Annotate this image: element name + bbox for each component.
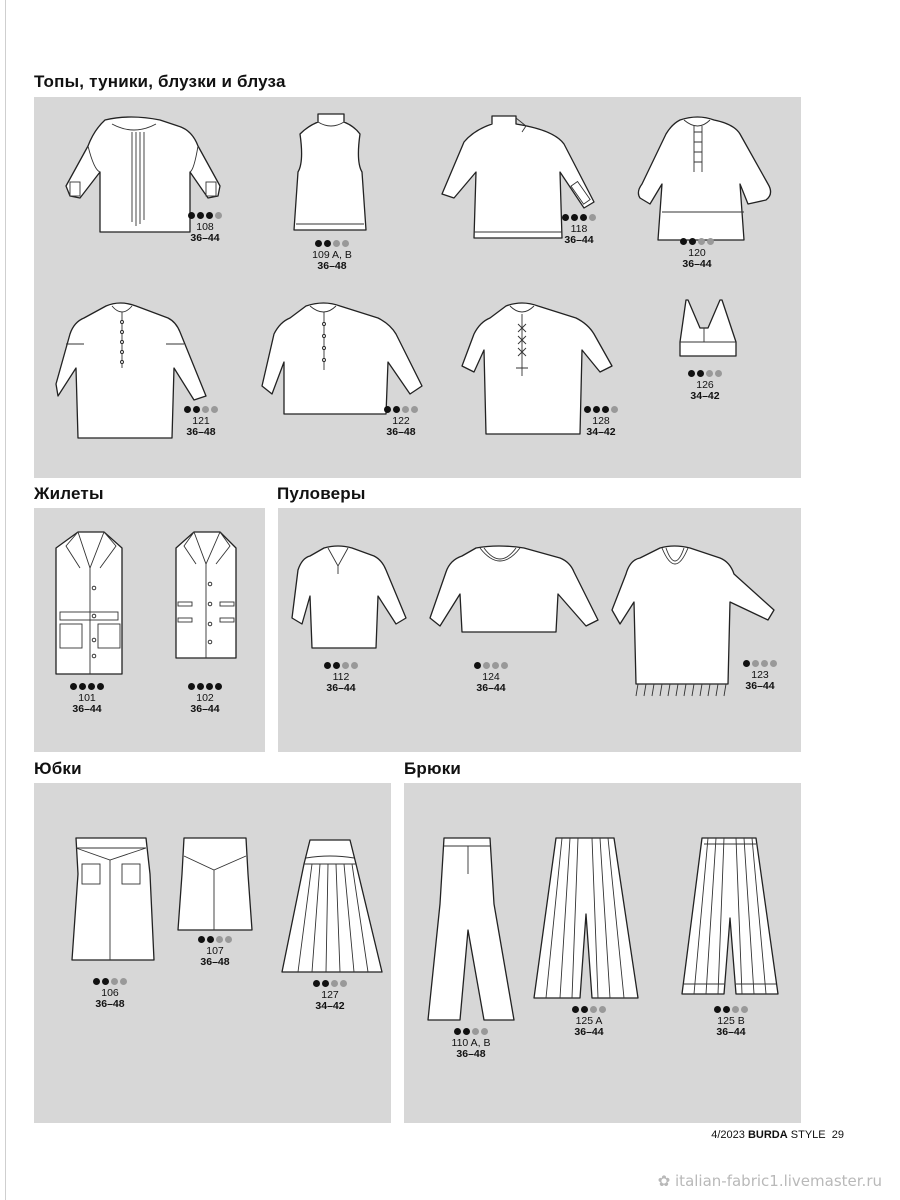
model-number: 128 xyxy=(592,415,610,427)
model-number: 124 xyxy=(482,671,500,683)
difficulty-dot xyxy=(193,406,200,413)
difficulty-dot xyxy=(331,980,338,987)
bra-top-126-drawing xyxy=(656,298,756,363)
difficulty-dot xyxy=(572,1006,579,1013)
page-footer xyxy=(711,1129,844,1141)
difficulty-dot xyxy=(79,683,86,690)
difficulty-dot xyxy=(315,240,322,247)
difficulty-dot xyxy=(188,212,195,219)
size-range: 36–44 xyxy=(326,682,356,694)
size-range: 36–48 xyxy=(200,956,230,968)
difficulty-dot xyxy=(202,406,209,413)
model-120[interactable] xyxy=(636,112,796,277)
difficulty-dot xyxy=(723,1006,730,1013)
difficulty-dot xyxy=(324,662,331,669)
difficulty-dot xyxy=(333,662,340,669)
flower-icon: ✿ xyxy=(657,1172,671,1190)
size-range: 34–42 xyxy=(586,426,616,438)
difficulty-dot xyxy=(333,240,340,247)
culottes-125b-drawing xyxy=(676,834,786,1004)
difficulty-dot xyxy=(351,662,358,669)
difficulty-dot xyxy=(599,1006,606,1013)
model-number: 112 xyxy=(332,671,350,683)
difficulty-dot xyxy=(70,683,77,690)
model-number: 101 xyxy=(78,692,96,704)
size-range: 36–44 xyxy=(682,258,712,270)
difficulty-dot xyxy=(225,936,232,943)
top-109-drawing xyxy=(282,112,392,242)
difficulty-dot xyxy=(211,406,218,413)
size-range: 36–48 xyxy=(186,426,216,438)
difficulty-dot xyxy=(411,406,418,413)
model-121[interactable] xyxy=(56,298,236,448)
vest-102-drawing xyxy=(168,528,263,663)
wide-trousers-125a-drawing xyxy=(532,834,642,1004)
page-margin-line xyxy=(5,0,6,1200)
difficulty-dot xyxy=(322,980,329,987)
model-126[interactable] xyxy=(656,298,756,413)
model-118[interactable] xyxy=(434,112,614,252)
difficulty-dot xyxy=(688,370,695,377)
difficulty-dot xyxy=(197,212,204,219)
difficulty-dot xyxy=(206,212,213,219)
difficulty-dot xyxy=(707,238,714,245)
difficulty-dot xyxy=(184,406,191,413)
section-title-vests: Жилеты xyxy=(34,484,104,503)
pullover-112-drawing xyxy=(290,544,420,654)
section-title-trousers: Брюки xyxy=(404,759,462,778)
page-number: 29 xyxy=(831,1129,844,1141)
skirt-107-drawing xyxy=(178,834,288,934)
difficulty-dot xyxy=(501,662,508,669)
model-108[interactable] xyxy=(50,110,230,250)
difficulty-dot xyxy=(580,214,587,221)
size-range: 34–42 xyxy=(315,1000,345,1012)
difficulty-dot xyxy=(589,214,596,221)
model-110[interactable] xyxy=(420,834,540,1069)
difficulty-dot xyxy=(761,660,768,667)
section-title-pullovers: Пуловеры xyxy=(277,484,366,503)
difficulty-dot xyxy=(689,238,696,245)
model-number: 106 xyxy=(101,987,119,999)
difficulty-dot xyxy=(198,936,205,943)
difficulty-dot xyxy=(197,683,204,690)
difficulty-dot xyxy=(313,980,320,987)
model-106[interactable] xyxy=(66,834,186,1019)
model-number: 120 xyxy=(688,247,706,259)
difficulty-dot xyxy=(590,1006,597,1013)
model-112[interactable] xyxy=(290,544,420,699)
size-range: 36–44 xyxy=(564,234,594,246)
difficulty-dot xyxy=(698,238,705,245)
size-range: 36–44 xyxy=(716,1026,746,1038)
model-101[interactable] xyxy=(50,528,145,723)
difficulty-dot xyxy=(384,406,391,413)
watermark-text: italian-fabric1.livemaster.ru xyxy=(675,1172,882,1190)
model-number: 109 A, B xyxy=(312,249,352,261)
model-number: 123 xyxy=(751,669,769,681)
difficulty-dot xyxy=(102,978,109,985)
model-123[interactable] xyxy=(612,544,792,704)
model-number: 121 xyxy=(192,415,210,427)
watermark xyxy=(658,1172,882,1190)
size-range: 36–44 xyxy=(190,703,220,715)
model-102[interactable] xyxy=(168,528,263,723)
difficulty-dot xyxy=(216,936,223,943)
model-number: 118 xyxy=(570,223,588,235)
difficulty-dot xyxy=(97,683,104,690)
model-number: 122 xyxy=(392,415,410,427)
difficulty-dot xyxy=(215,212,222,219)
difficulty-dot xyxy=(741,1006,748,1013)
difficulty-dot xyxy=(111,978,118,985)
model-number: 127 xyxy=(321,989,339,1001)
model-109[interactable] xyxy=(282,112,392,277)
model-number: 108 xyxy=(196,221,214,233)
difficulty-dot xyxy=(463,1028,470,1035)
difficulty-dot xyxy=(93,978,100,985)
blouse-120-drawing xyxy=(636,112,796,247)
size-range: 36–48 xyxy=(317,260,347,272)
difficulty-dot xyxy=(492,662,499,669)
difficulty-dot xyxy=(88,683,95,690)
brand-suffix: STYLE xyxy=(790,1129,826,1141)
difficulty-dot xyxy=(483,662,490,669)
section-title-skirts: Юбки xyxy=(34,759,82,778)
model-127[interactable] xyxy=(282,836,392,1016)
model-number: 125 B xyxy=(717,1015,745,1027)
difficulty-dot xyxy=(680,238,687,245)
size-range: 36–44 xyxy=(476,682,506,694)
model-number: 110 A, B xyxy=(451,1037,491,1049)
difficulty-dot xyxy=(472,1028,479,1035)
vest-101-drawing xyxy=(50,528,145,678)
size-range: 34–42 xyxy=(690,390,720,402)
difficulty-dot xyxy=(120,978,127,985)
difficulty-dot xyxy=(743,660,750,667)
model-122[interactable] xyxy=(260,300,440,445)
difficulty-dot xyxy=(342,240,349,247)
difficulty-dot xyxy=(562,214,569,221)
difficulty-dot xyxy=(752,660,759,667)
difficulty-dot xyxy=(715,370,722,377)
difficulty-dot xyxy=(481,1028,488,1035)
model-number: 126 xyxy=(696,379,714,391)
model-number: 107 xyxy=(206,945,224,957)
difficulty-dot xyxy=(571,214,578,221)
difficulty-dot xyxy=(770,660,777,667)
model-125a[interactable] xyxy=(532,834,642,1044)
trousers-110-drawing xyxy=(420,834,540,1024)
difficulty-dot xyxy=(611,406,618,413)
difficulty-dot xyxy=(581,1006,588,1013)
difficulty-dot xyxy=(593,406,600,413)
difficulty-dot xyxy=(393,406,400,413)
model-107[interactable] xyxy=(178,834,288,979)
pullover-124-drawing xyxy=(428,544,608,639)
size-range: 36–48 xyxy=(456,1048,486,1060)
difficulty-dot xyxy=(714,1006,721,1013)
difficulty-dot xyxy=(215,683,222,690)
size-range: 36–48 xyxy=(95,998,125,1010)
model-128[interactable] xyxy=(462,300,642,445)
brand-name: BURDA xyxy=(747,1129,788,1141)
section-title-tops: Топы, туники, блузки и блуза xyxy=(34,72,286,91)
difficulty-dot xyxy=(324,240,331,247)
difficulty-dot xyxy=(584,406,591,413)
size-range: 36–44 xyxy=(574,1026,604,1038)
difficulty-dot xyxy=(340,980,347,987)
difficulty-dot xyxy=(402,406,409,413)
blouse-122-drawing xyxy=(260,300,440,420)
difficulty-dot xyxy=(697,370,704,377)
difficulty-dot xyxy=(207,936,214,943)
issue-number: 4/2023 xyxy=(711,1129,745,1141)
size-range: 36–44 xyxy=(72,703,102,715)
size-range: 36–44 xyxy=(190,232,220,244)
pleated-skirt-127-drawing xyxy=(282,836,392,976)
model-124[interactable] xyxy=(428,544,608,699)
model-125b[interactable] xyxy=(676,834,786,1044)
difficulty-dot xyxy=(706,370,713,377)
difficulty-dot xyxy=(206,683,213,690)
model-number: 125 A xyxy=(575,1015,603,1027)
difficulty-dot xyxy=(454,1028,461,1035)
model-number: 102 xyxy=(196,692,214,704)
size-range: 36–48 xyxy=(386,426,416,438)
difficulty-dot xyxy=(602,406,609,413)
difficulty-dot xyxy=(474,662,481,669)
difficulty-dot xyxy=(342,662,349,669)
difficulty-dot xyxy=(188,683,195,690)
size-range: 36–44 xyxy=(745,680,775,692)
difficulty-dot xyxy=(732,1006,739,1013)
